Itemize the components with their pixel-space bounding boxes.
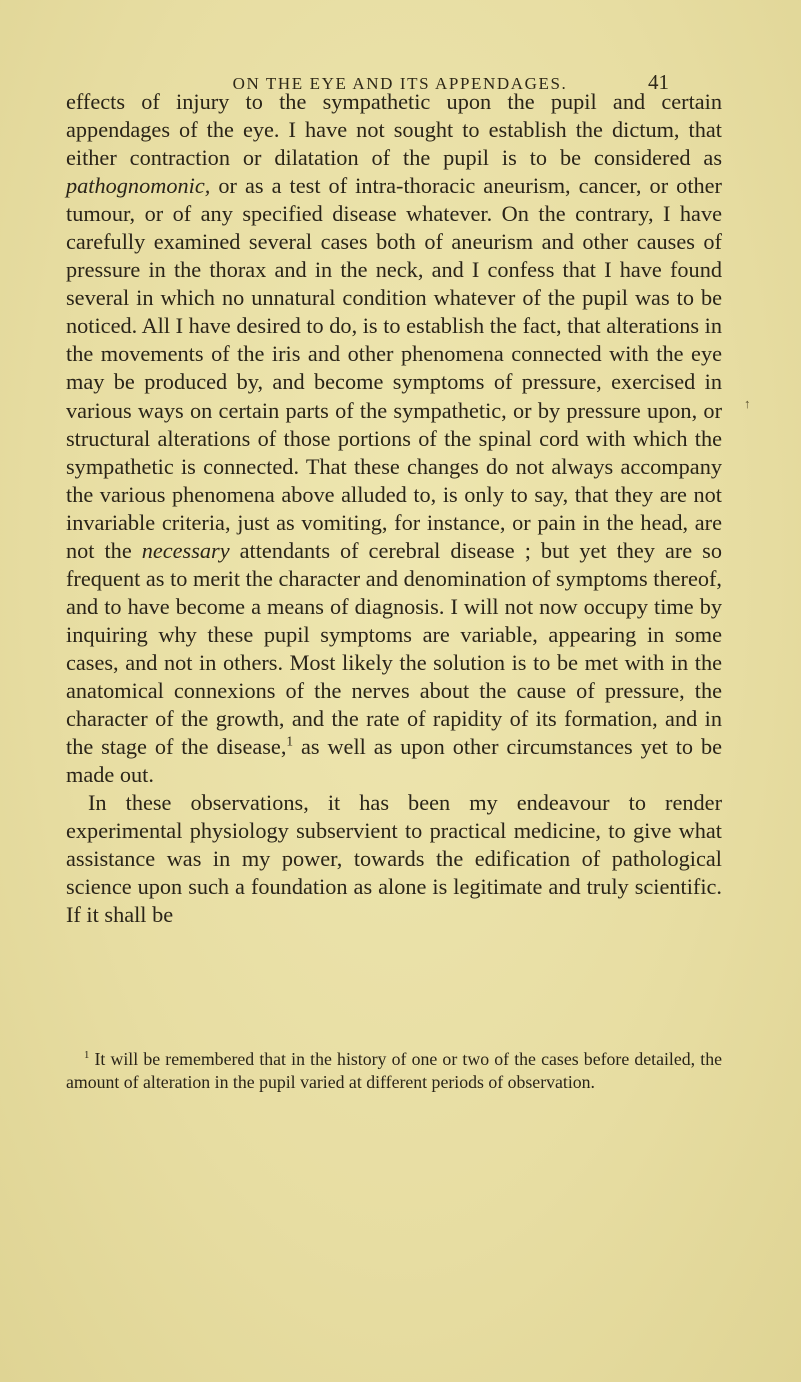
text-run: as well as upon other circumstances yet to be made out. — [66, 734, 722, 788]
footnote-reference: 1 — [286, 733, 294, 749]
text-run: or as a test of intra-thoracic aneurism, cancer, or other tumour, or of any specified disease whatever. On the contrary, I have carefully examined several cases both of aneurism and other causes of pressure in the thorax and in the neck, and I confess that I have found several in which no unnatural condition whatever of the pupil was to be noticed. All I have desired to do, is to establish the fact, that alterations in the movements of the iris and other phenomena connected with the eye may be produced by, and become symptoms of pressure, exercised in various ways on certain parts of the sympathetic, or by pressure upon, or structural alterations of those portions of the spinal cord with which the sympathetic is connected. That these changes do not always accompany the various phenomena above alluded to, is only to say, that they are not invariable criteria, just as vomiting, for instance, or pain in the head, are not the — [66, 173, 722, 563]
body-text — [66, 88, 722, 929]
text-run: effects of injury to the sympathetic upon the pupil and certain appendages of the eye. I have not sought to establish the dictum, that either contraction or dilatation of the pupil is to be considered as — [66, 89, 722, 171]
footnote — [66, 1048, 722, 1095]
footnote-text: It will be remembered that in the history of one or two of the cases before detailed, the amount of alteration in the pupil varied at different periods of observation. — [66, 1049, 722, 1093]
page-number: 41 — [648, 70, 669, 94]
running-head: ON THE EYE AND ITS APPENDAGES. — [232, 74, 568, 93]
paragraph — [66, 88, 722, 789]
footnotes — [66, 1048, 722, 1095]
italic-text: necessary — [141, 537, 230, 563]
margin-annotation: ↑ — [744, 396, 751, 411]
text-run: attendants of cerebral disease ; but yet they are so frequent as to merit the character and denomination of symptoms thereof, and to have become a means of diagnosis. I will not now occupy time by inquiring why these pupil symptoms are variable, appearing in some cases, and not in others. Most likely the solution is to be met with in the anatomical connexions of the nerves about the cause of pressure, the character of the growth, and the rate of rapidity of its formation, and in the stage of the disease, — [66, 537, 722, 760]
italic-text: pathognomonic, — [66, 173, 211, 199]
footnote-marker: 1 — [84, 1049, 90, 1062]
paragraph — [66, 789, 722, 929]
text-run: In these observations, it has been my endeavour to render experimental physiology subservient to practical medicine, to give what assistance was in my power, towards the edification of pathological science upon such a foundation as alone is legitimate and truly scientific. If it shall be — [66, 790, 722, 928]
